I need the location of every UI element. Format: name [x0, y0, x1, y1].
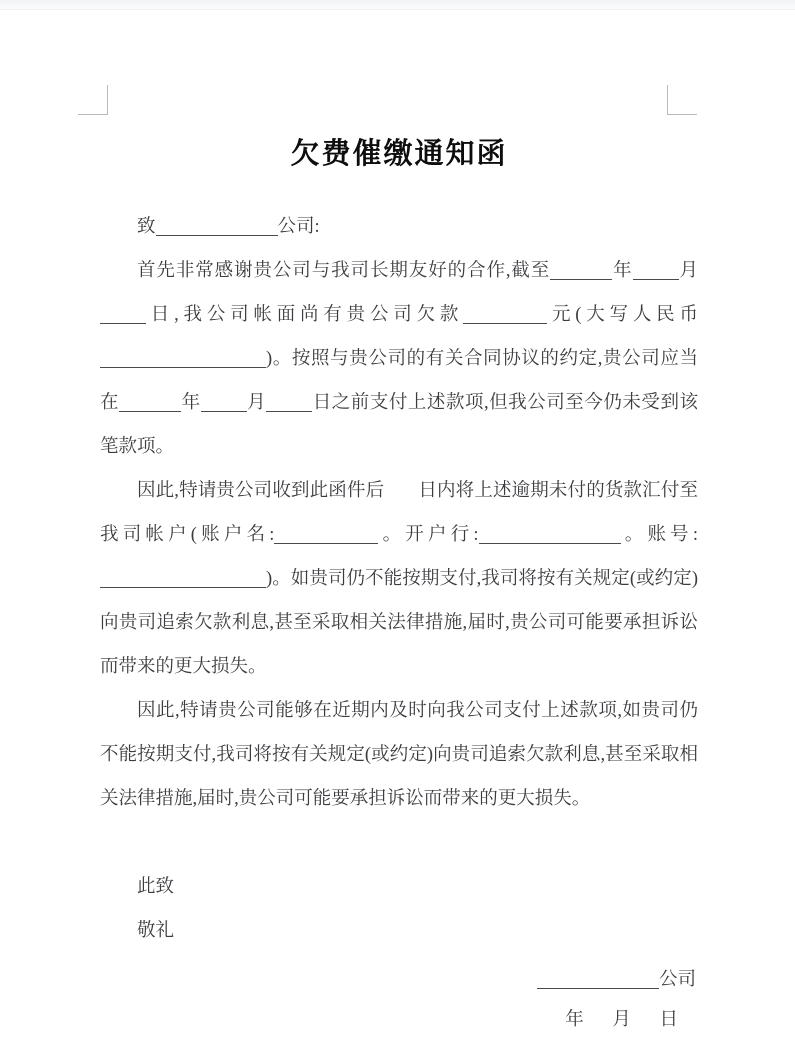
page-title: 欠费催缴通知函	[290, 138, 508, 170]
crop-mark-top-left-icon	[78, 85, 108, 115]
salutation-line	[100, 205, 698, 249]
p1-segment-2: 年	[612, 261, 633, 281]
p2-segment-2: 日内将上述逾期未付的货款汇付至我司帐户(账户名:	[100, 481, 698, 545]
p1-segment-3: 月	[678, 261, 698, 281]
amount-words-blank[interactable]	[100, 348, 266, 368]
signature-company-suffix: 公司	[658, 970, 696, 990]
salutation-prefix: 致	[137, 217, 156, 237]
p1-segment-5: 元(大写人民币	[547, 305, 698, 325]
deadline-month-blank[interactable]	[633, 260, 679, 280]
signature-date-line: 年 月 日	[565, 1010, 690, 1030]
paragraph-two	[100, 469, 698, 689]
amount-numeric-blank[interactable]	[463, 304, 547, 324]
document-body	[100, 205, 698, 821]
scan-top-strip	[0, 0, 795, 10]
p1-segment-9: 日之前支付上述款项,但我公司至今仍未受到该笔款项。	[100, 393, 698, 457]
closing-line-2: 敬礼	[137, 921, 175, 941]
closing-block	[100, 865, 698, 953]
p1-segment-7: 年	[181, 393, 201, 413]
p2-segment-4: 。账号:	[620, 525, 699, 545]
due-day-blank[interactable]	[266, 392, 312, 412]
p1-segment-1: 首先非常感谢贵公司与我司长期友好的合作,截至	[137, 261, 551, 281]
due-year-blank[interactable]	[119, 392, 181, 412]
p1-segment-6: )。按照与贵公司的有关合同协议的约定,贵公司应当在	[100, 349, 698, 413]
crop-mark-top-right-icon	[667, 85, 697, 115]
p2-segment-3: 。开户行:	[378, 525, 479, 545]
signature-block	[100, 960, 698, 1040]
account-name-blank[interactable]	[274, 524, 378, 544]
p2-segment-1: 因此,特请贵公司收到此函件后	[137, 481, 385, 501]
signature-company-line	[100, 960, 698, 1000]
bank-branch-blank[interactable]	[479, 524, 621, 544]
p2-segment-5: )。如贵司仍不能按期支付,我司将按有关规定(或约定)向贵司追索欠款利息,甚至采取相关法律措施,届时,贵公司可能要承担诉讼而带来的更大损失。	[100, 569, 698, 677]
salutation-suffix: 公司:	[277, 217, 320, 237]
deadline-day-blank[interactable]	[100, 304, 146, 324]
p1-segment-8: 月	[246, 393, 267, 413]
due-month-blank[interactable]	[201, 392, 247, 412]
paragraph-three: 因此,特请贵公司能够在近期内及时向我公司支付上述款项,如贵司仍不能按期支付,我司将按有关规定(或约定)向贵司追索欠款利息,甚至采取相关法律措施,届时,贵公司可能要承担诉讼而带来的更大损失。	[100, 701, 698, 809]
recipient-company-blank[interactable]	[156, 216, 278, 236]
signature-company-blank[interactable]	[537, 969, 659, 989]
paragraph-one	[100, 249, 698, 469]
p1-segment-4: 日,我公司帐面尚有贵公司欠款	[146, 305, 464, 325]
account-number-blank[interactable]	[100, 568, 266, 588]
closing-line-1: 此致	[137, 877, 175, 897]
deadline-year-blank[interactable]	[550, 260, 612, 280]
